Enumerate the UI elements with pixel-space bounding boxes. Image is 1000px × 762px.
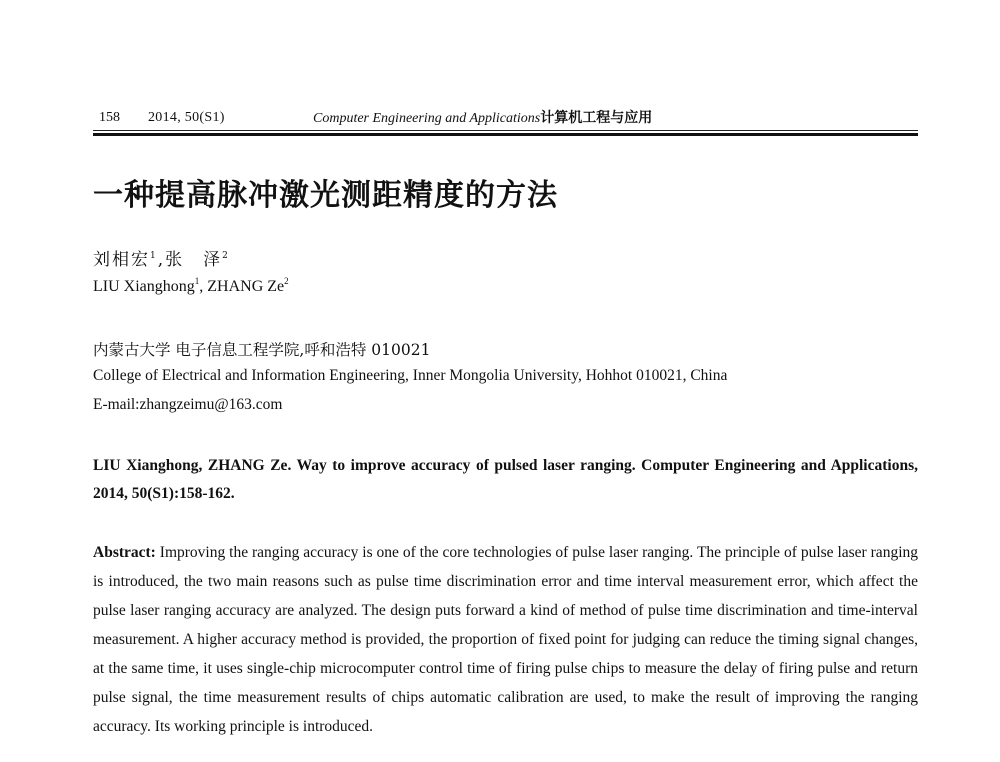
authors-chinese xyxy=(93,245,230,270)
author-en-separator: , xyxy=(199,278,208,295)
running-header xyxy=(93,108,918,128)
affiliation-english: College of Electrical and Information Engineering, Inner Mongolia University, Hohhot 010021, China xyxy=(93,367,728,384)
authors-english xyxy=(93,278,289,296)
journal-name-en: Computer Engineering and Applications xyxy=(313,111,541,126)
citation: LIU Xianghong, ZHANG Ze. Way to improve accuracy of pulsed laser ranging. Computer Engineering and Applications, 2014, 50(S1):158-162. xyxy=(93,457,918,502)
journal-name-cn: 计算机工程与应用 xyxy=(540,110,653,126)
author-cn-separator: , xyxy=(157,250,166,270)
author-email: E-mail:zhangzeimu@163.com xyxy=(93,396,283,413)
affiliation-chinese: 内蒙古大学 电子信息工程学院,呼和浩特 010021 xyxy=(93,341,431,359)
author-en-2-aff: 2 xyxy=(284,276,289,286)
abstract-text: Improving the ranging accuracy is one of the core technologies of pulse laser ranging. The principle of pulse laser ranging is introduced, the two main reasons such as pulse time discrimination error and time interval measurement error, which affect the pulse laser ranging accuracy are analyzed. The design puts forward a kind of method of pulse time discrimination and time-interval measurement. A higher accuracy method is provided, the proportion of fixed point for judging can reduce the timing signal changes, at the same time, it uses single-chip microcomputer control time of firing pulse chips to measure the delay of firing pulse and return pulse signal, the time measurement results of chips automatic calibration are used, to make the result of improving the ranging accuracy. Its working principle is introduced. xyxy=(93,544,918,735)
author-en-1-aff: 1 xyxy=(194,276,200,286)
header-rule-thick xyxy=(93,133,918,136)
header-rule-thin xyxy=(93,130,918,131)
abstract-label: Abstract: xyxy=(93,544,156,561)
author-cn-1: 刘相宏 xyxy=(93,250,150,270)
journal-name xyxy=(313,108,652,129)
author-en-1: LIU Xianghong xyxy=(93,278,195,295)
author-cn-1-aff: 1 xyxy=(150,251,158,261)
author-cn-2-aff: 2 xyxy=(222,251,230,261)
author-en-2: ZHANG Ze xyxy=(207,278,285,295)
abstract xyxy=(93,538,918,741)
paper-title: 一种提高脉冲激光测距精度的方法 xyxy=(93,178,558,213)
author-cn-2: 张 泽 xyxy=(165,250,223,270)
page-number: 158 xyxy=(99,110,120,125)
volume-issue: 2014, 50(S1) xyxy=(148,110,225,125)
